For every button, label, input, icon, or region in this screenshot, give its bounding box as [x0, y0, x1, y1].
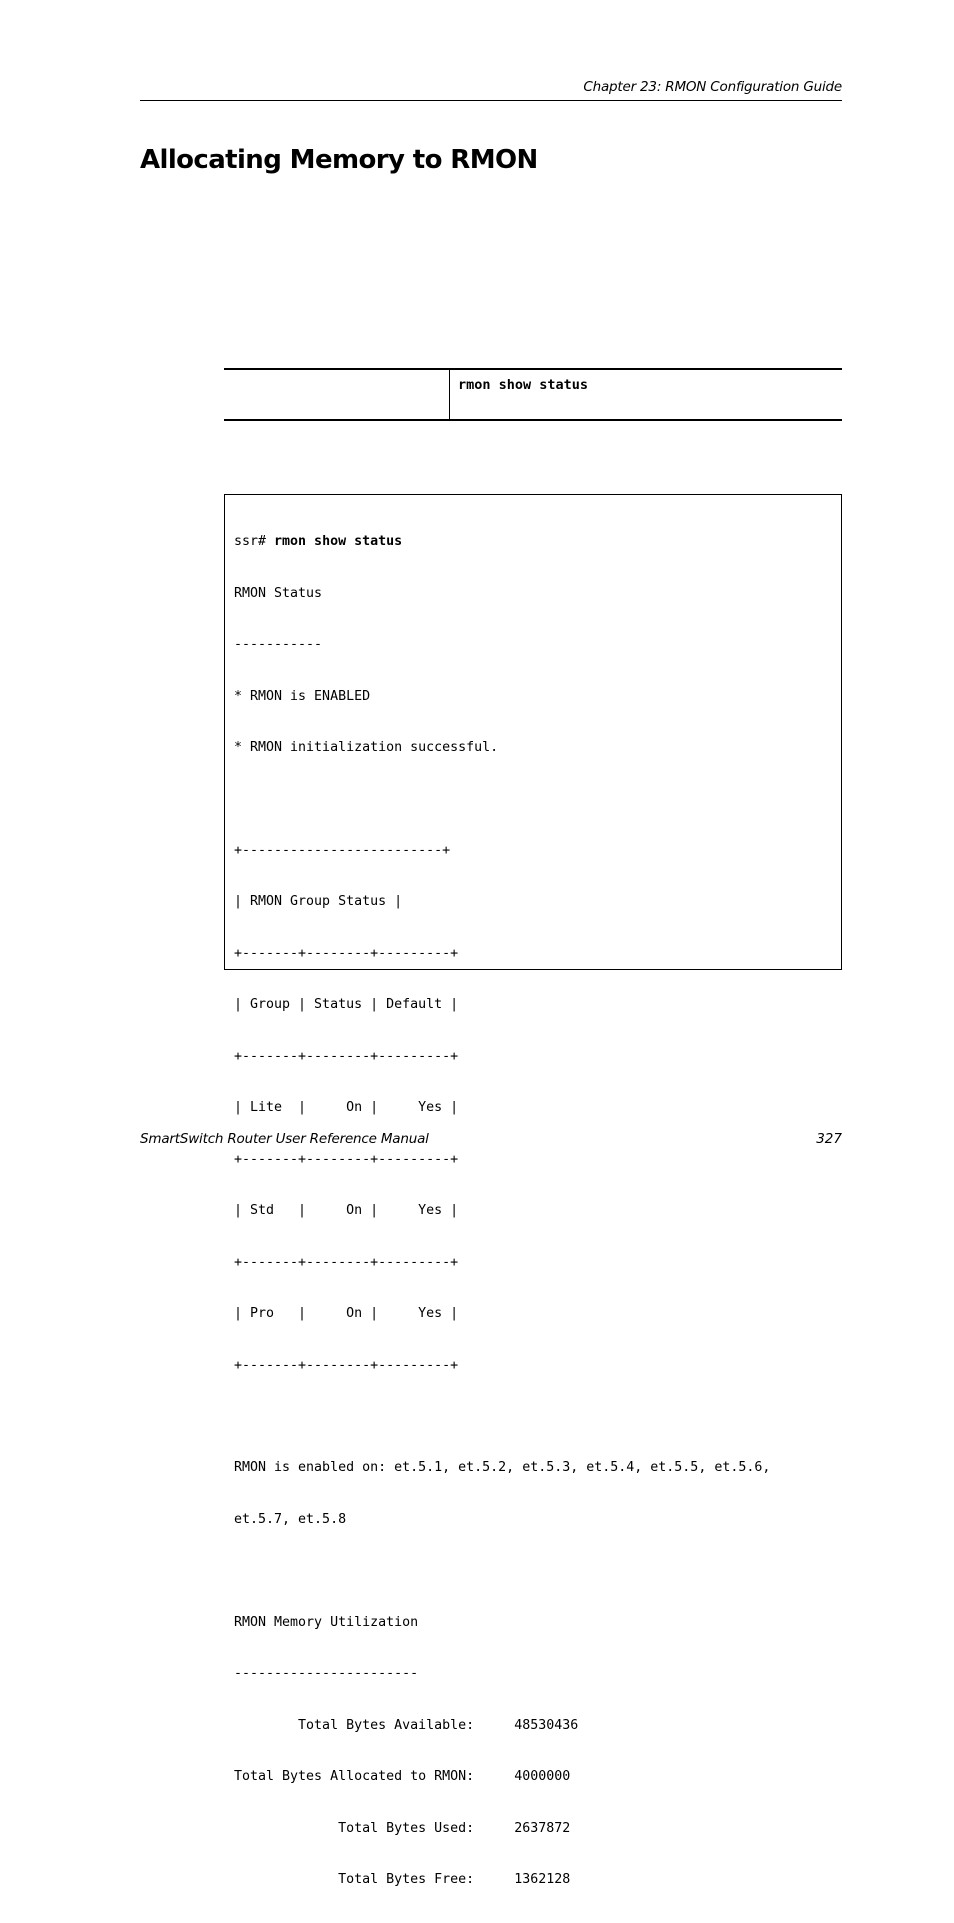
output-line: | Lite | On | Yes |	[234, 1100, 459, 1116]
output-line: RMON Status	[234, 585, 323, 601]
example-command: rmon show status	[274, 534, 403, 550]
output-line: * RMON initialization successful.	[234, 740, 499, 756]
header-rule	[140, 100, 842, 101]
page-number: 327	[816, 1131, 842, 1147]
page-title: Allocating Memory to RMON	[140, 145, 538, 175]
output-line: | Pro | On | Yes |	[234, 1306, 459, 1322]
output-line: RMON is enabled on: et.5.1, et.5.2, et.5.3, et.5.4, et.5.5, et.5.6,	[234, 1460, 771, 1476]
command-text: rmon show status	[458, 377, 589, 393]
output-line: +-------+--------+---------+	[234, 1357, 459, 1373]
footer-manual-title: SmartSwitch Router User Reference Manual	[140, 1131, 429, 1147]
prompt-line	[234, 533, 770, 550]
output-line	[234, 791, 770, 808]
output-line: | RMON Group Status |	[234, 894, 403, 910]
output-line: -----------	[234, 637, 323, 653]
output-line: | Group | Status | Default |	[234, 997, 459, 1013]
output-line: +-------+--------+---------+	[234, 945, 459, 961]
command-table	[224, 368, 842, 421]
output-line: RMON Memory Utilization	[234, 1614, 419, 1630]
chapter-header: Chapter 23: RMON Configuration Guide	[583, 79, 842, 95]
output-line: -----------------------	[234, 1666, 419, 1682]
output-line: * RMON is ENABLED	[234, 688, 371, 704]
output-line: +-------+--------+---------+	[234, 1254, 459, 1270]
output-line: Total Bytes Available: 48530436	[234, 1717, 579, 1733]
command-table-divider	[449, 370, 450, 419]
output-line: +-------+--------+---------+	[234, 1151, 459, 1167]
output-line: Total Bytes Used: 2637872	[234, 1820, 571, 1836]
output-line: Total Bytes Allocated to RMON: 4000000	[234, 1769, 571, 1785]
prompt: ssr#	[234, 534, 275, 550]
output-line: et.5.7, et.5.8	[234, 1511, 347, 1527]
output-line: | Std | On | Yes |	[234, 1203, 459, 1219]
output-line	[234, 1408, 770, 1425]
output-line	[234, 1562, 770, 1579]
output-line: +-------------------------+	[234, 843, 451, 859]
output-line: +-------+--------+---------+	[234, 1048, 459, 1064]
example-output	[234, 499, 770, 1923]
output-line: Total Bytes Free: 1362128	[234, 1872, 571, 1888]
